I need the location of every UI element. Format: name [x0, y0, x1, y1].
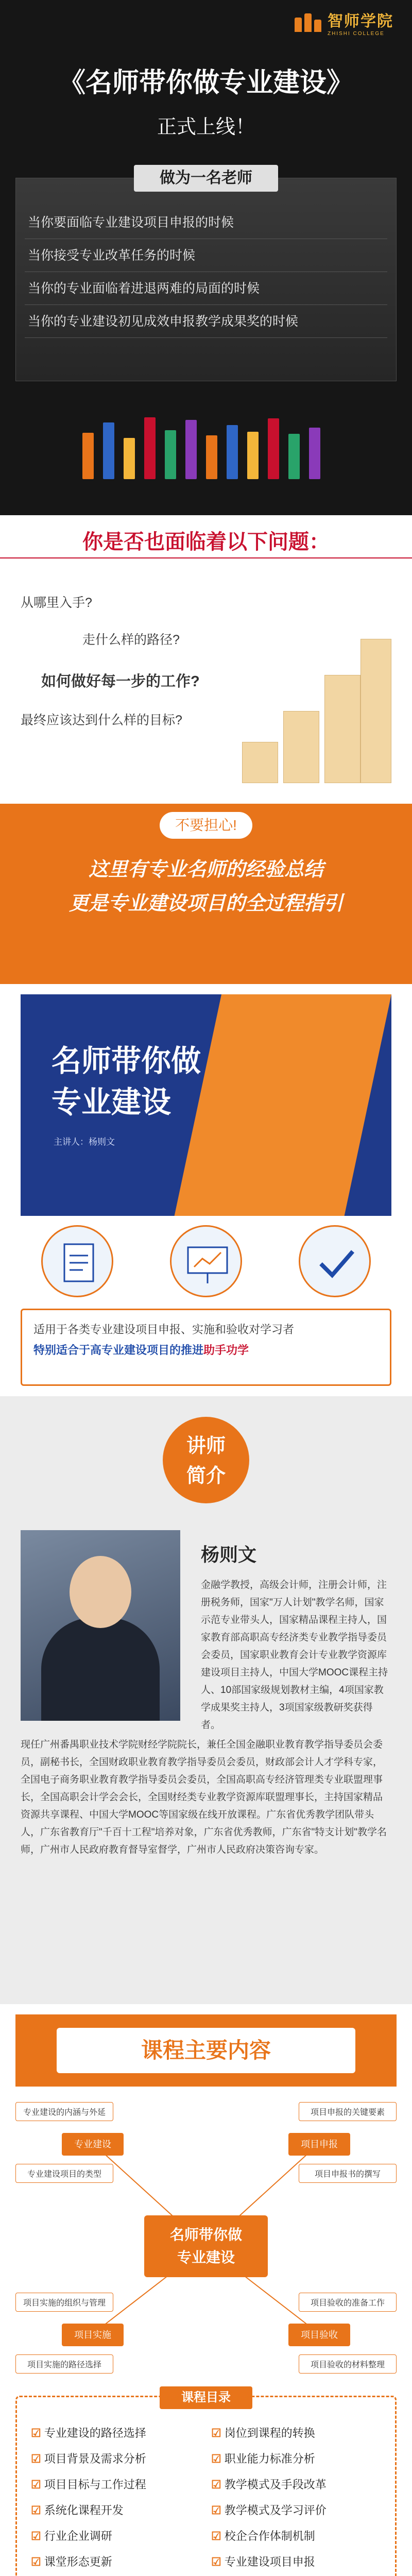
problem-title: 你是否也面临着以下问题： — [82, 531, 330, 553]
mindmap-leaf: 项目申报的关键要素 — [299, 2102, 397, 2121]
divider — [0, 557, 412, 558]
mindmap-leaf: 项目实施的路径选择 — [15, 2354, 113, 2374]
checkbox-icon: ☑ — [31, 2555, 41, 2568]
mindmap-leaf: 项目实施的组织与管理 — [15, 2293, 113, 2312]
target-line: 适用于各类专业建设项目申报、实施和验收对学习者 — [33, 1323, 295, 1336]
outline-item: ☑ 专业建设的路径选择 — [31, 2427, 146, 2439]
outline-item: ☑ 教学模式及手段改革 — [211, 2478, 327, 2491]
reassurance-line: 更是专业建设项目的全过程指引 — [68, 893, 343, 914]
mindmap-leaf: 专业建设的内涵与外延 — [15, 2102, 113, 2121]
hero-section — [0, 0, 412, 515]
hero-scenario-list — [25, 206, 387, 338]
brand-logo[interactable] — [295, 8, 393, 37]
course-content-section — [0, 2004, 412, 2576]
mindmap-node: 专业建设 — [62, 2133, 124, 2156]
course-outline-title: 课程目录 — [160, 2386, 252, 2409]
checkbox-icon: ☑ — [31, 2427, 41, 2439]
outline-item: ☑ 校企合作体制机制 — [211, 2530, 315, 2543]
presentation-icon — [170, 1225, 242, 1297]
checkbox-icon: ☑ — [31, 2530, 41, 2543]
outline-item: ☑ 职业能力标准分析 — [211, 2452, 315, 2465]
lecturer-bio: 金融学教授，高级会计师，注册会计师，注册税务师，国家"万人计划"教学名师，国家示范专业带头人，国家精品课程主持人，国家教育部高职高专经济类专业教学指导委员会委员，国家职业教育会计专业教学资源库建设项目主持人，中国大学MOOC课程主持人、10部国家级规划教材主编，4项国家教学成果奖主持人，3项国家级教研奖获得者。 — [201, 1580, 388, 1731]
question-text: 最终应该达到什么样的目标? — [21, 713, 182, 727]
logo-mark-icon — [295, 13, 322, 32]
list-item: 当你的专业面临着进退两难的局面的时候 — [25, 272, 387, 305]
course-mindmap — [15, 2097, 397, 2375]
checkbox-icon: ☑ — [211, 2478, 221, 2491]
course-outline — [15, 2391, 397, 2576]
mindmap-node: 项目验收 — [288, 2324, 350, 2346]
course-cover-teacher: 主讲人：杨则文 — [54, 1137, 115, 1147]
checkbox-icon: ☑ — [211, 2504, 221, 2517]
checkbox-icon: ☑ — [31, 2478, 41, 2491]
problem-section — [0, 515, 412, 804]
question-text: 从哪里入手? — [21, 596, 92, 610]
outline-item: ☑ 项目目标与工作过程 — [31, 2478, 146, 2491]
outline-item: ☑ 项目背景及需求分析 — [31, 2452, 146, 2465]
mindmap-leaf: 项目验收的材料整理 — [299, 2354, 397, 2374]
logo-subtitle: ZHISHI COLLEGE — [328, 31, 385, 37]
wooden-blocks-illustration — [242, 618, 391, 788]
lecturer-bio-more: 现任广州番禺职业技术学院财经学院院长，兼任全国金融职业教育教学指导委员会委员，副秘书长，全国财政职业教育教学指导委员会委员，财政部会计人才学科专家，全国电子商务职业教育教学指导委员会委员，全国高职高专经济管理类专业联盟理事长，全国高职会计学会会长，全国财经类专业教学资源库联盟理事长，主持国家精品资源共享课程、中国大学MOOC等国家级在线开放课程。广东省优秀教学团队带头人，广东省教育厅"千百十工程"培养对象，广东省优秀教师，广东省"特支计划"教学名师，广州市人民政府教育督导室督学，广州市人民政府决策咨询专家。 — [21, 1739, 387, 1855]
reassurance-section — [0, 804, 412, 984]
mindmap-node: 项目申报 — [288, 2133, 350, 2156]
course-cover-title: 名师带你做 专业建设 — [52, 1044, 201, 1119]
checkbox-icon: ☑ — [31, 2452, 41, 2465]
checkbox-icon: ☑ — [211, 2555, 221, 2568]
outline-item: ☑ 系统化课程开发 — [31, 2504, 124, 2517]
outline-item: ☑ 课堂形态更新 — [31, 2555, 112, 2568]
mindmap-leaf: 项目验收的准备工作 — [299, 2293, 397, 2312]
course-cover[interactable] — [21, 994, 391, 1216]
checkbox-icon: ☑ — [31, 2504, 41, 2517]
lecturer-badge: 讲师 简介 — [163, 1417, 249, 1503]
reassurance-pill: 不要担心! — [160, 812, 252, 839]
outline-item: ☑ 行业企业调研 — [31, 2530, 112, 2543]
list-item: 当你的专业建设初见成效申报教学成果奖的时候 — [25, 305, 387, 338]
target-audience-box — [21, 1309, 391, 1386]
mindmap-node: 项目实施 — [62, 2324, 124, 2346]
logo-name: 智师学院 — [328, 13, 393, 30]
target-line: 特别适合于高专业建设项目的推进助手功学 — [33, 1344, 249, 1357]
target-audience-section — [0, 1303, 412, 1396]
feature-icons — [21, 1225, 391, 1297]
list-item: 当你要面临专业建设项目申报的时候 — [25, 206, 387, 239]
question-text: 如何做好每一步的工作? — [41, 673, 200, 690]
question-text: 走什么样的路径? — [82, 633, 180, 647]
page-subtitle: 正式上线！ — [157, 116, 255, 138]
document-icon — [41, 1225, 113, 1297]
page-title: 《名师带你做专业建设》 — [58, 68, 353, 98]
hero-card-label: 做为一名老师 — [134, 165, 278, 192]
mindmap-center: 名师带你做 专业建设 — [144, 2215, 268, 2277]
course-card-section — [0, 984, 412, 1303]
outline-item: ☑ 专业建设项目申报 — [211, 2555, 315, 2568]
section-banner — [15, 2014, 397, 2087]
mindmap-leaf: 专业建设项目的类型 — [15, 2164, 113, 2183]
mindmap-leaf: 项目申报书的撰写 — [299, 2164, 397, 2183]
outline-item: ☑ 岗位到课程的转换 — [211, 2427, 315, 2439]
checkbox-icon: ☑ — [211, 2427, 221, 2439]
list-item: 当你接受专业改革任务的时候 — [25, 239, 387, 272]
section-title: 课程主要内容 — [57, 2028, 355, 2073]
checkbox-icon: ☑ — [211, 2452, 221, 2465]
lecturer-section — [0, 1396, 412, 2004]
lecturer-name: 杨则文 — [201, 1544, 257, 1565]
pencils-illustration — [72, 412, 340, 479]
checkmark-icon — [299, 1225, 371, 1297]
lecturer-photo — [21, 1530, 180, 1721]
reassurance-line: 这里有专业名师的经验总结 — [88, 859, 323, 880]
checkbox-icon: ☑ — [211, 2530, 221, 2543]
outline-item: ☑ 教学模式及学习评价 — [211, 2504, 327, 2517]
